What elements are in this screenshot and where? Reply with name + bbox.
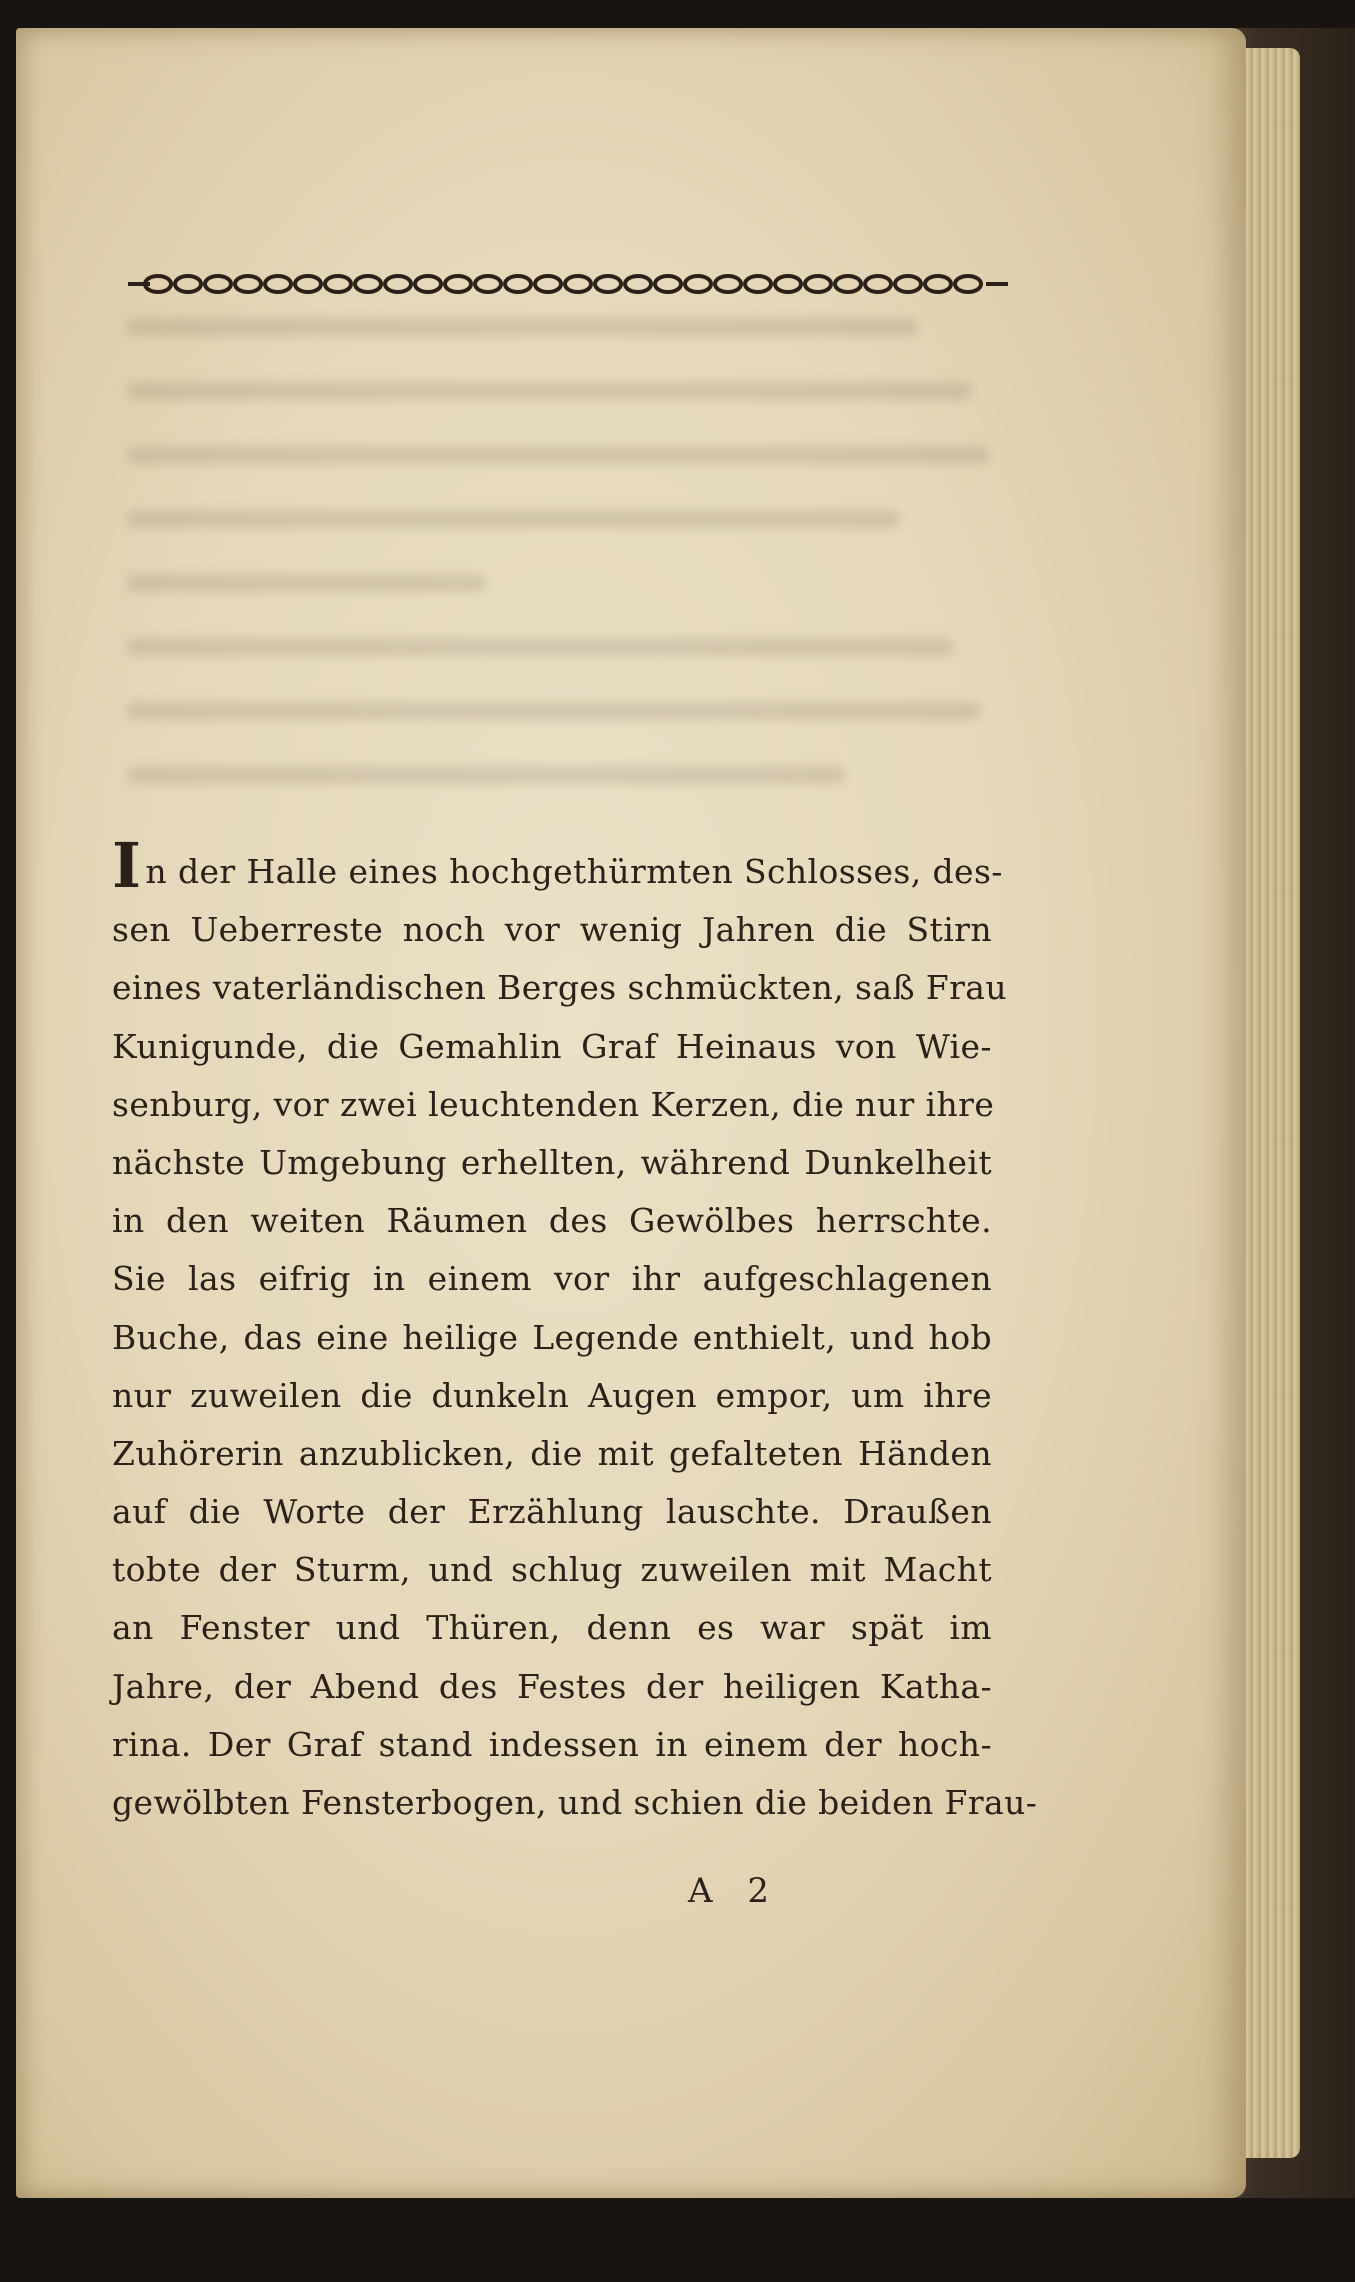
text-line: an Fenster und Thüren, denn es war spät im — [112, 1608, 992, 1648]
text-line: Zuhörerin anzublicken, die mit gefalteten Händen — [112, 1433, 992, 1473]
ornament-link — [205, 276, 231, 292]
drop-cap: I — [112, 829, 142, 902]
text-line: tobte der Sturm, und schlug zuweilen mit Macht — [112, 1550, 992, 1590]
ornament-link — [295, 276, 321, 292]
ornament-link — [355, 276, 381, 292]
ornament-link — [745, 276, 771, 292]
ornament-link — [775, 276, 801, 292]
text-line: Sie las eifrig in einem vor ihr aufgeschlagenen — [112, 1259, 992, 1299]
ornament-link — [655, 276, 681, 292]
ornament-link — [715, 276, 741, 292]
text-line: auf die Worte der Erzählung lauschte. Draußen — [112, 1492, 992, 1532]
text-line: in den weiten Räumen des Gewölbes herrschte. — [112, 1201, 992, 1241]
ornament-link — [595, 276, 621, 292]
ornament-link — [895, 276, 921, 292]
show-through-text — [126, 318, 1026, 838]
text-line: sen Ueberreste noch vor wenig Jahren die Stirn — [112, 910, 992, 950]
text-line: gewölbten Fensterbogen, und schien die beiden Frau- — [112, 1783, 1038, 1822]
ornament-link — [685, 276, 711, 292]
book-page — [16, 28, 1246, 2198]
ornament-link — [865, 276, 891, 292]
ornament-link — [175, 276, 201, 292]
text-line: nur zuweilen die dunkeln Augen empor, um ihre — [112, 1375, 992, 1415]
text-line: nächste Umgebung erhellten, während Dunkelheit — [112, 1142, 992, 1182]
text-line: senburg, vor zwei leuchtenden Kerzen, die nur ihre — [112, 1084, 995, 1124]
decorative-rule-ornament — [128, 254, 1008, 314]
ornament-link — [505, 276, 531, 292]
ornament-link — [955, 276, 981, 292]
ornament-link — [835, 276, 861, 292]
ornament-link — [625, 276, 651, 292]
text-line — [112, 829, 1003, 902]
text-line: eines vaterländischen Berges schmückten, saß Frau — [112, 968, 1007, 1008]
ornament-link — [445, 276, 471, 292]
ornament-link — [565, 276, 591, 292]
page-stack-edge — [1238, 48, 1300, 2158]
ornament-link — [475, 276, 501, 292]
ornament-link — [925, 276, 951, 292]
ornament-link — [265, 276, 291, 292]
text-line: Kunigunde, die Gemahlin Graf Heinaus von Wie- — [112, 1026, 992, 1066]
ornament-link — [235, 276, 261, 292]
ornament-link — [805, 276, 831, 292]
ornament-link — [535, 276, 561, 292]
text-line: Buche, das eine heilige Legende enthielt, und hob — [112, 1317, 992, 1357]
ornament-link — [385, 276, 411, 292]
page-signature: A 2 — [688, 1871, 781, 1911]
text-line-rest: n der Halle eines hochgethürmten Schlosses, des- — [145, 852, 1003, 891]
text-line: Jahre, der Abend des Festes der heiligen Katha- — [112, 1666, 992, 1706]
text-line: rina. Der Graf stand indessen in einem der hoch- — [112, 1724, 992, 1764]
ornament-link — [325, 276, 351, 292]
ornament-link — [415, 276, 441, 292]
body-text — [112, 829, 1038, 1832]
